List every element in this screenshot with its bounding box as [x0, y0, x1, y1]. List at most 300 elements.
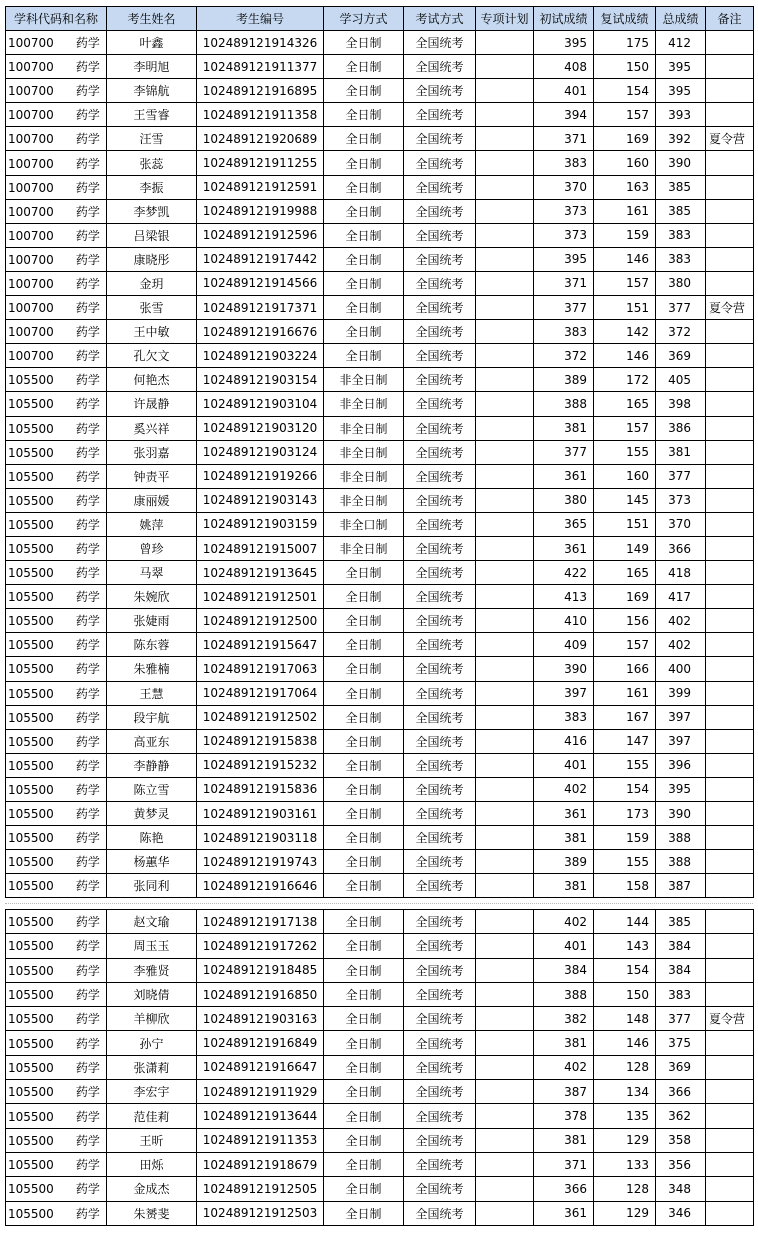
exam-mode-cell: 全国统考 — [404, 1128, 476, 1152]
exam-mode-cell: 全国统考 — [404, 910, 476, 934]
table-row — [6, 247, 754, 271]
table-row — [6, 705, 754, 729]
remark-cell — [706, 271, 754, 295]
study-mode-cell: 全日制 — [324, 320, 404, 344]
name-cell: 赵文瑜 — [107, 910, 197, 934]
table-row — [6, 802, 754, 826]
exam-mode-cell: 全国统考 — [404, 633, 476, 657]
table-row — [6, 1031, 754, 1055]
study-mode-cell: 全日制 — [324, 79, 404, 103]
exam-mode-cell: 全国统考 — [404, 512, 476, 536]
exam-mode-cell: 全国统考 — [404, 1007, 476, 1031]
exam-mode-cell: 全国统考 — [404, 802, 476, 826]
subject-cell — [6, 705, 107, 729]
id-cell: 102489121903163 — [197, 1007, 324, 1031]
retest-score-cell: 144 — [594, 910, 656, 934]
subject-major: 药学 — [75, 686, 100, 701]
name-cell: 高亚东 — [107, 729, 197, 753]
total-score-cell: 417 — [656, 585, 706, 609]
remark-cell — [706, 982, 754, 1006]
id-cell: 102489121916849 — [197, 1031, 324, 1055]
total-score-cell: 372 — [656, 320, 706, 344]
initial-score-cell: 371 — [534, 271, 594, 295]
table-row — [6, 392, 754, 416]
total-score-cell: 369 — [656, 1055, 706, 1079]
name-cell: 李梦凯 — [107, 199, 197, 223]
header-special-plan: 专项计划 — [476, 7, 534, 31]
exam-mode-cell: 全国统考 — [404, 705, 476, 729]
table-row — [6, 874, 754, 898]
study-mode-cell: 全日制 — [324, 934, 404, 958]
remark-cell — [706, 223, 754, 247]
subject-cell — [6, 296, 107, 320]
study-mode-cell: 全日制 — [324, 609, 404, 633]
subject-code: 105500 — [8, 1060, 54, 1075]
subject-major: 药学 — [75, 373, 100, 388]
subject-code: 105500 — [8, 1012, 54, 1027]
exam-mode-cell: 全国统考 — [404, 777, 476, 801]
retest-score-cell: 157 — [594, 416, 656, 440]
name-cell: 田烁 — [107, 1152, 197, 1176]
subject-major: 药学 — [75, 807, 100, 822]
subject-cell — [6, 103, 107, 127]
retest-score-cell: 160 — [594, 151, 656, 175]
special-plan-cell — [476, 320, 534, 344]
name-cell: 陈艳 — [107, 826, 197, 850]
initial-score-cell: 402 — [534, 777, 594, 801]
subject-cell — [6, 175, 107, 199]
subject-code: 100700 — [8, 36, 54, 51]
name-cell: 朱赟斐 — [107, 1201, 197, 1225]
subject-major: 药学 — [75, 879, 100, 894]
remark-cell — [706, 440, 754, 464]
subject-cell — [6, 247, 107, 271]
special-plan-cell — [476, 850, 534, 874]
remark-cell: 夏令营 — [706, 1007, 754, 1031]
subject-cell — [6, 753, 107, 777]
subject-major: 药学 — [75, 421, 100, 436]
initial-score-cell: 389 — [534, 368, 594, 392]
table-row — [6, 103, 754, 127]
initial-score-cell: 402 — [534, 910, 594, 934]
subject-cell — [6, 585, 107, 609]
table-row — [6, 1177, 754, 1201]
exam-mode-cell: 全国统考 — [404, 392, 476, 416]
study-mode-cell: 全日制 — [324, 561, 404, 585]
remark-cell — [706, 1177, 754, 1201]
retest-score-cell: 169 — [594, 127, 656, 151]
exam-mode-cell: 全国统考 — [404, 296, 476, 320]
name-cell: 杨蕙华 — [107, 850, 197, 874]
subject-code: 105500 — [8, 1036, 54, 1051]
special-plan-cell — [476, 874, 534, 898]
subject-code: 105500 — [8, 963, 54, 978]
name-cell: 陈立雪 — [107, 777, 197, 801]
subject-major: 药学 — [75, 276, 100, 291]
remark-cell — [706, 1128, 754, 1152]
study-mode-cell: 非全日制 — [324, 536, 404, 560]
retest-score-cell: 155 — [594, 753, 656, 777]
name-cell: 李锦航 — [107, 79, 197, 103]
exam-mode-cell: 全国统考 — [404, 79, 476, 103]
subject-code: 105500 — [8, 758, 54, 773]
remark-cell: 夏令营 — [706, 296, 754, 320]
retest-score-cell: 146 — [594, 344, 656, 368]
id-cell: 102489121911929 — [197, 1080, 324, 1104]
table-row — [6, 1104, 754, 1128]
id-cell: 102489121917064 — [197, 681, 324, 705]
remark-cell — [706, 55, 754, 79]
study-mode-cell: 全日制 — [324, 223, 404, 247]
total-score-cell: 370 — [656, 512, 706, 536]
name-cell: 李宏宇 — [107, 1080, 197, 1104]
special-plan-cell — [476, 175, 534, 199]
study-mode-cell: 全日制 — [324, 127, 404, 151]
study-mode-cell: 全日制 — [324, 31, 404, 55]
subject-major: 药学 — [75, 638, 100, 653]
initial-score-cell: 382 — [534, 1007, 594, 1031]
exam-mode-cell: 全国统考 — [404, 31, 476, 55]
total-score-cell: 388 — [656, 850, 706, 874]
remark-cell — [706, 247, 754, 271]
initial-score-cell: 361 — [534, 536, 594, 560]
remark-cell — [706, 31, 754, 55]
study-mode-cell: 全日制 — [324, 344, 404, 368]
study-mode-cell: 全日制 — [324, 271, 404, 295]
special-plan-cell — [476, 440, 534, 464]
special-plan-cell — [476, 958, 534, 982]
page-break-line — [5, 903, 753, 904]
name-cell: 马翠 — [107, 561, 197, 585]
name-cell: 张婕雨 — [107, 609, 197, 633]
subject-major: 药学 — [75, 939, 100, 954]
exam-mode-cell: 全国统考 — [404, 1104, 476, 1128]
name-cell: 李静静 — [107, 753, 197, 777]
special-plan-cell — [476, 247, 534, 271]
initial-score-cell: 381 — [534, 416, 594, 440]
remark-cell — [706, 681, 754, 705]
special-plan-cell — [476, 151, 534, 175]
subject-code: 105500 — [8, 782, 54, 797]
study-mode-cell: 全日制 — [324, 705, 404, 729]
special-plan-cell — [476, 344, 534, 368]
study-mode-cell: 全日制 — [324, 753, 404, 777]
name-cell: 康晓彤 — [107, 247, 197, 271]
subject-major: 药学 — [75, 156, 100, 171]
study-mode-cell: 非全日制 — [324, 392, 404, 416]
header-remark: 备注 — [706, 7, 754, 31]
name-cell: 钟责平 — [107, 464, 197, 488]
total-score-cell: 358 — [656, 1128, 706, 1152]
name-cell: 王雪睿 — [107, 103, 197, 127]
study-mode-cell: 全日制 — [324, 1128, 404, 1152]
special-plan-cell — [476, 910, 534, 934]
total-score-cell: 412 — [656, 31, 706, 55]
special-plan-cell — [476, 1152, 534, 1176]
table-row — [6, 1007, 754, 1031]
retest-score-cell: 134 — [594, 1080, 656, 1104]
special-plan-cell — [476, 127, 534, 151]
subject-cell — [6, 802, 107, 826]
exam-mode-cell: 全国统考 — [404, 657, 476, 681]
subject-major: 药学 — [75, 325, 100, 340]
total-score-cell: 384 — [656, 958, 706, 982]
study-mode-cell: 全日制 — [324, 681, 404, 705]
subject-code: 105500 — [8, 590, 54, 605]
table-row — [6, 416, 754, 440]
subject-major: 药学 — [75, 614, 100, 629]
total-score-cell: 348 — [656, 1177, 706, 1201]
name-cell: 张羽嘉 — [107, 440, 197, 464]
subject-major: 药学 — [75, 517, 100, 532]
remark-cell — [706, 705, 754, 729]
table-row — [6, 958, 754, 982]
name-cell: 陈东蓉 — [107, 633, 197, 657]
subject-cell — [6, 729, 107, 753]
study-mode-cell: 全日制 — [324, 1152, 404, 1176]
subject-code: 105500 — [8, 542, 54, 557]
remark-cell — [706, 175, 754, 199]
initial-score-cell: 422 — [534, 561, 594, 585]
subject-cell — [6, 1128, 107, 1152]
initial-score-cell: 401 — [534, 934, 594, 958]
exam-mode-cell: 全国统考 — [404, 681, 476, 705]
subject-major: 药学 — [75, 782, 100, 797]
id-cell: 102489121916676 — [197, 320, 324, 344]
id-cell: 102489121912596 — [197, 223, 324, 247]
id-cell: 102489121912500 — [197, 609, 324, 633]
retest-score-cell: 157 — [594, 633, 656, 657]
retest-score-cell: 155 — [594, 440, 656, 464]
special-plan-cell — [476, 31, 534, 55]
table-row — [6, 271, 754, 295]
retest-score-cell: 154 — [594, 777, 656, 801]
name-cell: 张蕊 — [107, 151, 197, 175]
retest-score-cell: 143 — [594, 934, 656, 958]
total-score-cell: 366 — [656, 1080, 706, 1104]
remark-cell — [706, 561, 754, 585]
subject-cell — [6, 609, 107, 633]
retest-score-cell: 149 — [594, 536, 656, 560]
subject-major: 药学 — [75, 590, 100, 605]
id-cell: 102489121903159 — [197, 512, 324, 536]
remark-cell — [706, 344, 754, 368]
special-plan-cell — [476, 705, 534, 729]
subject-code: 100700 — [8, 301, 54, 316]
subject-major: 药学 — [75, 1133, 100, 1148]
subject-cell — [6, 633, 107, 657]
special-plan-cell — [476, 657, 534, 681]
subject-cell — [6, 392, 107, 416]
subject-major: 药学 — [75, 469, 100, 484]
study-mode-cell: 全日制 — [324, 151, 404, 175]
subject-major: 药学 — [75, 734, 100, 749]
id-cell: 102489121913644 — [197, 1104, 324, 1128]
remark-cell — [706, 609, 754, 633]
remark-cell — [706, 79, 754, 103]
initial-score-cell: 410 — [534, 609, 594, 633]
subject-major: 药学 — [75, 349, 100, 364]
subject-cell — [6, 368, 107, 392]
id-cell: 102489121915007 — [197, 536, 324, 560]
subject-major: 药学 — [75, 108, 100, 123]
total-score-cell: 395 — [656, 777, 706, 801]
subject-major: 药学 — [75, 397, 100, 412]
subject-code: 105500 — [8, 517, 54, 532]
retest-score-cell: 167 — [594, 705, 656, 729]
exam-mode-cell: 全国统考 — [404, 934, 476, 958]
name-cell: 王中敏 — [107, 320, 197, 344]
table-row — [6, 729, 754, 753]
special-plan-cell — [476, 1128, 534, 1152]
subject-code: 100700 — [8, 84, 54, 99]
id-cell: 102489121911358 — [197, 103, 324, 127]
special-plan-cell — [476, 223, 534, 247]
subject-code: 105500 — [8, 1158, 54, 1173]
subject-major: 药学 — [75, 180, 100, 195]
study-mode-cell: 全日制 — [324, 850, 404, 874]
special-plan-cell — [476, 79, 534, 103]
special-plan-cell — [476, 802, 534, 826]
subject-cell — [6, 657, 107, 681]
study-mode-cell: 非全日制 — [324, 464, 404, 488]
retest-score-cell: 146 — [594, 1031, 656, 1055]
table-row — [6, 982, 754, 1006]
total-score-cell: 405 — [656, 368, 706, 392]
subject-code: 105500 — [8, 638, 54, 653]
table-row — [6, 1152, 754, 1176]
table-row — [6, 753, 754, 777]
initial-score-cell: 383 — [534, 705, 594, 729]
subject-major: 药学 — [75, 252, 100, 267]
remark-cell — [706, 488, 754, 512]
exam-mode-cell: 全国统考 — [404, 1152, 476, 1176]
initial-score-cell: 366 — [534, 1177, 594, 1201]
study-mode-cell: 全日制 — [324, 982, 404, 1006]
exam-mode-cell: 全国统考 — [404, 127, 476, 151]
retest-score-cell: 160 — [594, 464, 656, 488]
id-cell: 102489121903118 — [197, 826, 324, 850]
remark-cell — [706, 368, 754, 392]
subject-cell — [6, 934, 107, 958]
subject-code: 105500 — [8, 373, 54, 388]
initial-score-cell: 395 — [534, 31, 594, 55]
subject-major: 药学 — [75, 1182, 100, 1197]
retest-score-cell: 172 — [594, 368, 656, 392]
remark-cell — [706, 1201, 754, 1225]
table-row — [6, 850, 754, 874]
total-score-cell: 366 — [656, 536, 706, 560]
remark-cell — [706, 1080, 754, 1104]
exam-mode-cell: 全国统考 — [404, 1201, 476, 1225]
subject-code: 105500 — [8, 855, 54, 870]
exam-mode-cell: 全国统考 — [404, 1080, 476, 1104]
exam-mode-cell: 全国统考 — [404, 753, 476, 777]
subject-code: 100700 — [8, 228, 54, 243]
table-row — [6, 1201, 754, 1225]
subject-cell — [6, 1201, 107, 1225]
name-cell: 汪雪 — [107, 127, 197, 151]
remark-cell — [706, 657, 754, 681]
name-cell: 王慧 — [107, 681, 197, 705]
total-score-cell: 396 — [656, 753, 706, 777]
retest-score-cell: 157 — [594, 103, 656, 127]
study-mode-cell: 非全日制 — [324, 368, 404, 392]
table-row — [6, 344, 754, 368]
initial-score-cell: 390 — [534, 657, 594, 681]
subject-cell — [6, 536, 107, 560]
table-row — [6, 199, 754, 223]
id-cell: 102489121919743 — [197, 850, 324, 874]
table-row — [6, 488, 754, 512]
study-mode-cell: 全日制 — [324, 1104, 404, 1128]
subject-code: 105500 — [8, 1133, 54, 1148]
remark-cell — [706, 802, 754, 826]
table-row — [6, 657, 754, 681]
remark-cell — [706, 536, 754, 560]
study-mode-cell: 全日制 — [324, 958, 404, 982]
subject-code: 105500 — [8, 1085, 54, 1100]
id-cell: 102489121917138 — [197, 910, 324, 934]
total-score-cell: 390 — [656, 802, 706, 826]
retest-score-cell: 135 — [594, 1104, 656, 1128]
table-row — [6, 910, 754, 934]
special-plan-cell — [476, 1007, 534, 1031]
retest-score-cell: 154 — [594, 79, 656, 103]
retest-score-cell: 163 — [594, 175, 656, 199]
subject-code: 100700 — [8, 180, 54, 195]
name-cell: 张同利 — [107, 874, 197, 898]
subject-code: 105500 — [8, 1109, 54, 1124]
subject-major: 药学 — [75, 963, 100, 978]
remark-cell — [706, 874, 754, 898]
study-mode-cell: 非全日制 — [324, 488, 404, 512]
special-plan-cell — [476, 368, 534, 392]
total-score-cell: 386 — [656, 416, 706, 440]
initial-score-cell: 377 — [534, 440, 594, 464]
id-cell: 102489121911353 — [197, 1128, 324, 1152]
initial-score-cell: 371 — [534, 1152, 594, 1176]
retest-score-cell: 148 — [594, 1007, 656, 1031]
table-row — [6, 633, 754, 657]
study-mode-cell: 非全日制 — [324, 416, 404, 440]
retest-score-cell: 159 — [594, 223, 656, 247]
special-plan-cell — [476, 392, 534, 416]
table-row — [6, 296, 754, 320]
exam-mode-cell: 全国统考 — [404, 440, 476, 464]
initial-score-cell: 378 — [534, 1104, 594, 1128]
total-score-cell: 400 — [656, 657, 706, 681]
total-score-cell: 395 — [656, 55, 706, 79]
study-mode-cell: 全日制 — [324, 585, 404, 609]
initial-score-cell: 389 — [534, 850, 594, 874]
special-plan-cell — [476, 464, 534, 488]
table-row — [6, 151, 754, 175]
id-cell: 102489121917371 — [197, 296, 324, 320]
header-initial-score: 初试成绩 — [534, 7, 594, 31]
subject-code: 105500 — [8, 493, 54, 508]
name-cell: 范佳莉 — [107, 1104, 197, 1128]
retest-score-cell: 165 — [594, 392, 656, 416]
special-plan-cell — [476, 271, 534, 295]
study-mode-cell: 全日制 — [324, 103, 404, 127]
subject-major: 药学 — [75, 1036, 100, 1051]
subject-code: 100700 — [8, 276, 54, 291]
name-cell: 奚兴祥 — [107, 416, 197, 440]
subject-major: 药学 — [75, 1085, 100, 1100]
table-row — [6, 609, 754, 633]
special-plan-cell — [476, 681, 534, 705]
